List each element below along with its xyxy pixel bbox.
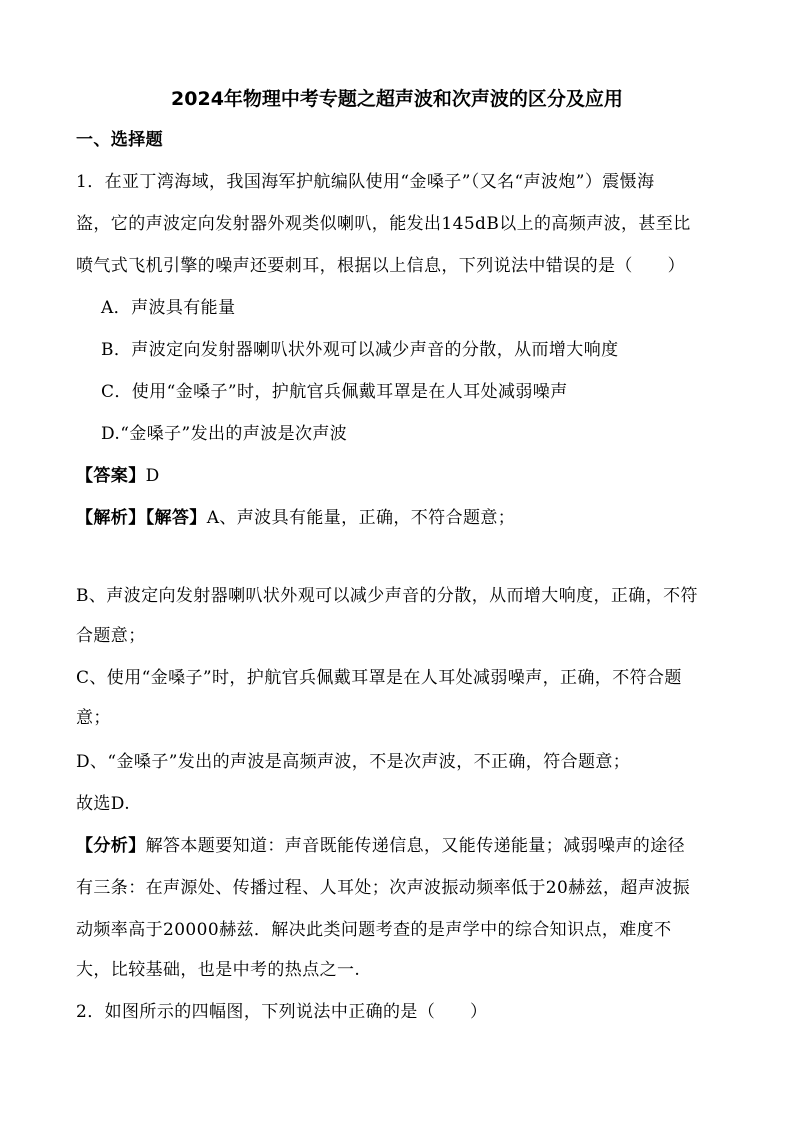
analysis-choose: 故选D. — [76, 794, 131, 814]
fenxi-text1: 解答本题要知道：声音既能传递信息，又能传递能量；减弱噪声的途径 — [145, 836, 686, 856]
fenxi-line1 — [76, 834, 685, 858]
section-heading: 一、选择题 — [76, 130, 163, 150]
page-title: 2024年物理中考专题之超声波和次声波的区分及应用 — [171, 88, 623, 110]
analysis-b-line2: 合题意； — [76, 626, 146, 646]
analysis-d: D、“金嗓子”发出的声波是高频声波，不是次声波，不正确，符合题意； — [76, 752, 631, 772]
q1-answer — [76, 464, 160, 488]
q1-analysis — [76, 506, 515, 530]
analysis-a: A、声波具有能量，正确，不符合题意； — [206, 508, 516, 528]
fenxi-line3: 动频率高于20000赫兹．解决此类问题考查的是声学中的综合知识点，难度不 — [76, 920, 672, 940]
q1-stem-line2: 盗，它的声波定向发射器外观类似喇叭，能发出145dB以上的高频声波，甚至比 — [76, 214, 691, 234]
q1-stem-line3: 喷气式飞机引擎的噪声还要刺耳，根据以上信息，下列说法中错误的是（ ） — [76, 256, 685, 276]
analysis-label: 【解析】【解答】 — [76, 508, 207, 528]
analysis-b-line1: B、声波定向发射器喇叭状外观可以减少声音的分散，从而增大响度，正确，不符 — [76, 586, 698, 606]
analysis-c-line1: C、使用“金嗓子”时，护航官兵佩戴耳罩是在人耳处减弱噪声，正确，不符合题 — [76, 668, 682, 688]
q1-option-a: A．声波具有能量 — [101, 298, 236, 318]
q1-stem-line1: 1．在亚丁湾海域，我国海军护航编队使用“金嗓子”（又名“声波炮”）震慑海 — [76, 172, 655, 192]
fenxi-label: 【分析】 — [76, 836, 146, 856]
q1-option-c: C．使用“金嗓子”时，护航官兵佩戴耳罩是在人耳处减弱噪声 — [101, 382, 568, 402]
answer-value: D — [145, 466, 160, 486]
answer-label: 【答案】 — [76, 466, 146, 486]
q1-option-d: D.“金嗓子”发出的声波是次声波 — [101, 424, 348, 444]
fenxi-line2: 有三条：在声源处、传播过程、人耳处；次声波振动频率低于20赫兹，超声波振 — [76, 878, 691, 898]
analysis-c-line2: 意； — [76, 708, 111, 728]
fenxi-line4: 大，比较基础，也是中考的热点之一. — [76, 960, 361, 980]
q1-option-b: B．声波定向发射器喇叭状外观可以减少声音的分散，从而增大响度 — [101, 340, 619, 360]
q2-stem: 2．如图所示的四幅图，下列说法中正确的是（ ） — [76, 1002, 488, 1022]
